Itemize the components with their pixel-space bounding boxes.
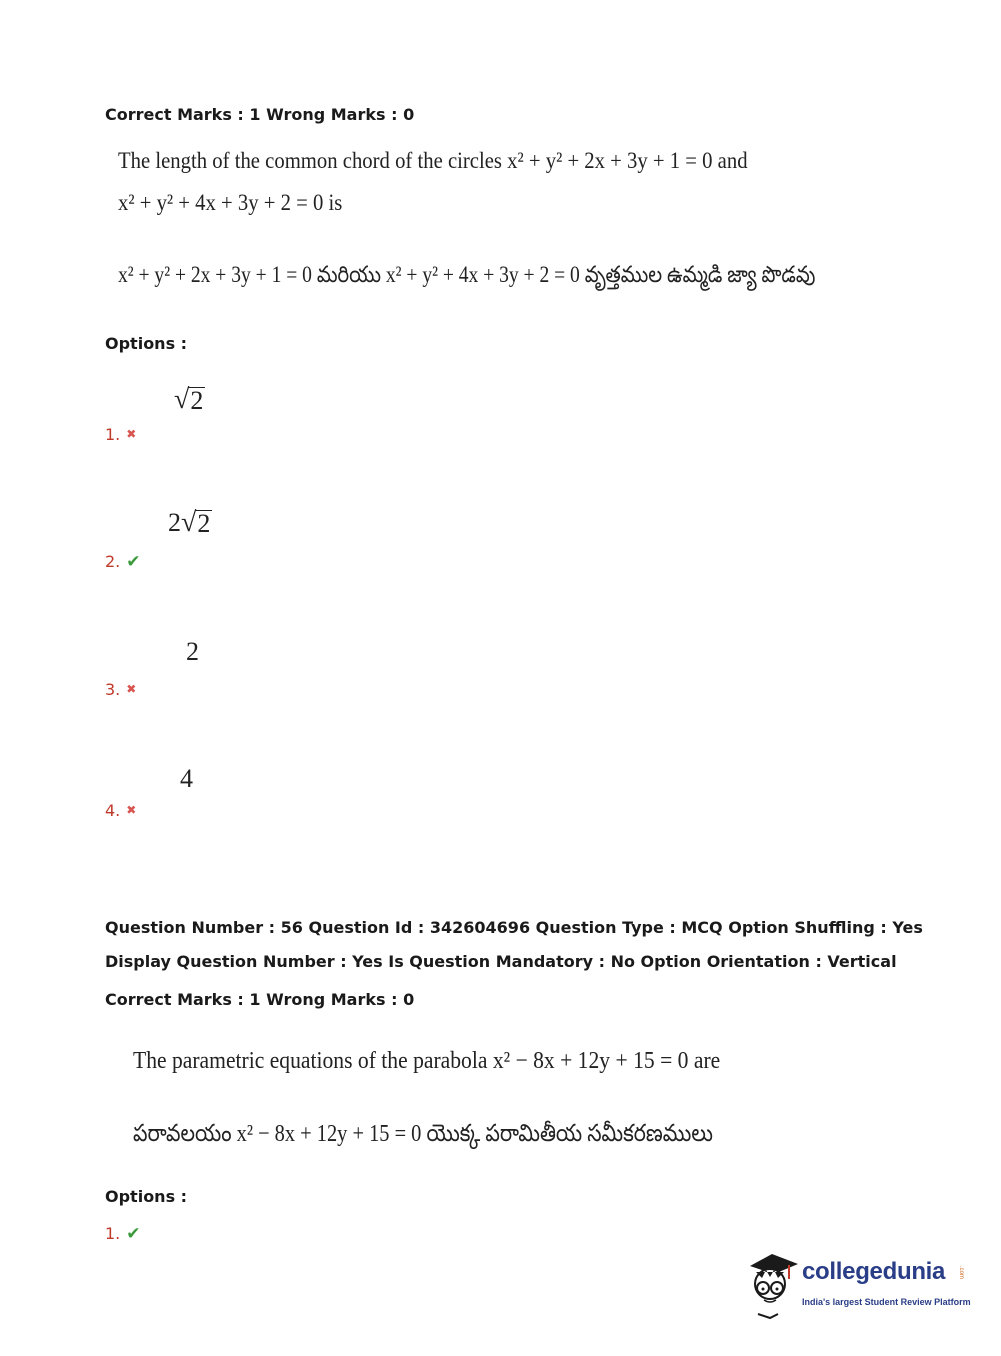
q56-meta-line-2: Display Question Number : Yes Is Question Mandatory : No Option Orientation : Vertical <box>105 952 897 971</box>
wrong-icon: ✖ <box>126 803 137 817</box>
wrong-icon: ✖ <box>126 682 137 696</box>
q55-and: and <box>717 148 748 173</box>
q55-telugu-equation-1: x² + y² + 2x + 3y + 1 = 0 <box>118 262 312 287</box>
q55-option-1-label[interactable]: 1. ✖ <box>105 425 137 444</box>
q56-marks: Correct Marks : 1 Wrong Marks : 0 <box>105 990 415 1009</box>
q55-marks: Correct Marks : 1 Wrong Marks : 0 <box>105 105 415 124</box>
q55-option-2-value: 2 √ 2 <box>168 507 211 538</box>
q56-meta-line-1: Question Number : 56 Question Id : 342604696 Question Type : MCQ Option Shuffling : Yes <box>105 918 923 937</box>
logo-tagline: India's largest Student Review Platform <box>802 1297 971 1307</box>
q56-telugu-word: పరావలయం <box>133 1121 232 1147</box>
q56-telugu-line <box>133 1120 713 1153</box>
q56-are: are <box>693 1048 721 1074</box>
q56-option-1-label[interactable]: 1. ✔ <box>105 1224 141 1244</box>
correct-icon: ✔ <box>126 552 141 572</box>
q55-equation-1: x² + y² + 2x + 3y + 1 = 0 <box>507 148 713 173</box>
q56-telugu-equation: x² − 8x + 12y + 15 = 0 <box>236 1121 422 1147</box>
collegedunia-logo <box>742 1248 972 1320</box>
wrong-icon: ✖ <box>126 427 137 441</box>
q55-option-4-label[interactable]: 4. ✖ <box>105 801 137 820</box>
q55-telugu-line <box>118 262 815 294</box>
q55-english-line1 <box>118 148 748 174</box>
q56-telugu-text: యొక్క పరామితీయ సమీకరణములు <box>426 1121 713 1147</box>
q55-english-text: The length of the common chord of the circles <box>118 148 502 173</box>
q55-telugu-word: మరియు <box>316 262 382 287</box>
q55-equation-2: x² + y² + 4x + 3y + 2 = 0 <box>118 190 324 215</box>
q55-option-1-value: √ 2 <box>174 384 204 415</box>
q55-options-label: Options : <box>105 334 188 353</box>
q56-english-line <box>133 1048 720 1075</box>
q55-option-4-value: 4 <box>180 764 193 793</box>
q55-is: is <box>328 190 343 215</box>
q56-english-text: The parametric equations of the parabola <box>133 1048 488 1074</box>
logo-com: .com <box>958 1266 964 1280</box>
q56-equation: x² − 8x + 12y + 15 = 0 <box>492 1048 689 1074</box>
q55-telugu-text: వృత్తముల ఉమ్మడి జ్యా పొడవు <box>584 262 816 287</box>
mascot-icon <box>742 1248 802 1320</box>
logo-wordmark: collegedunia <box>802 1258 946 1285</box>
q55-telugu-equation-2: x² + y² + 4x + 3y + 2 = 0 <box>385 262 580 287</box>
q55-option-2-label[interactable]: 2. ✔ <box>105 552 141 572</box>
q55-option-3-value: 2 <box>186 637 199 666</box>
q55-english-line2 <box>118 190 342 216</box>
correct-icon: ✔ <box>126 1224 141 1244</box>
q56-options-label: Options : <box>105 1187 188 1206</box>
q55-option-3-label[interactable]: 3. ✖ <box>105 680 137 699</box>
